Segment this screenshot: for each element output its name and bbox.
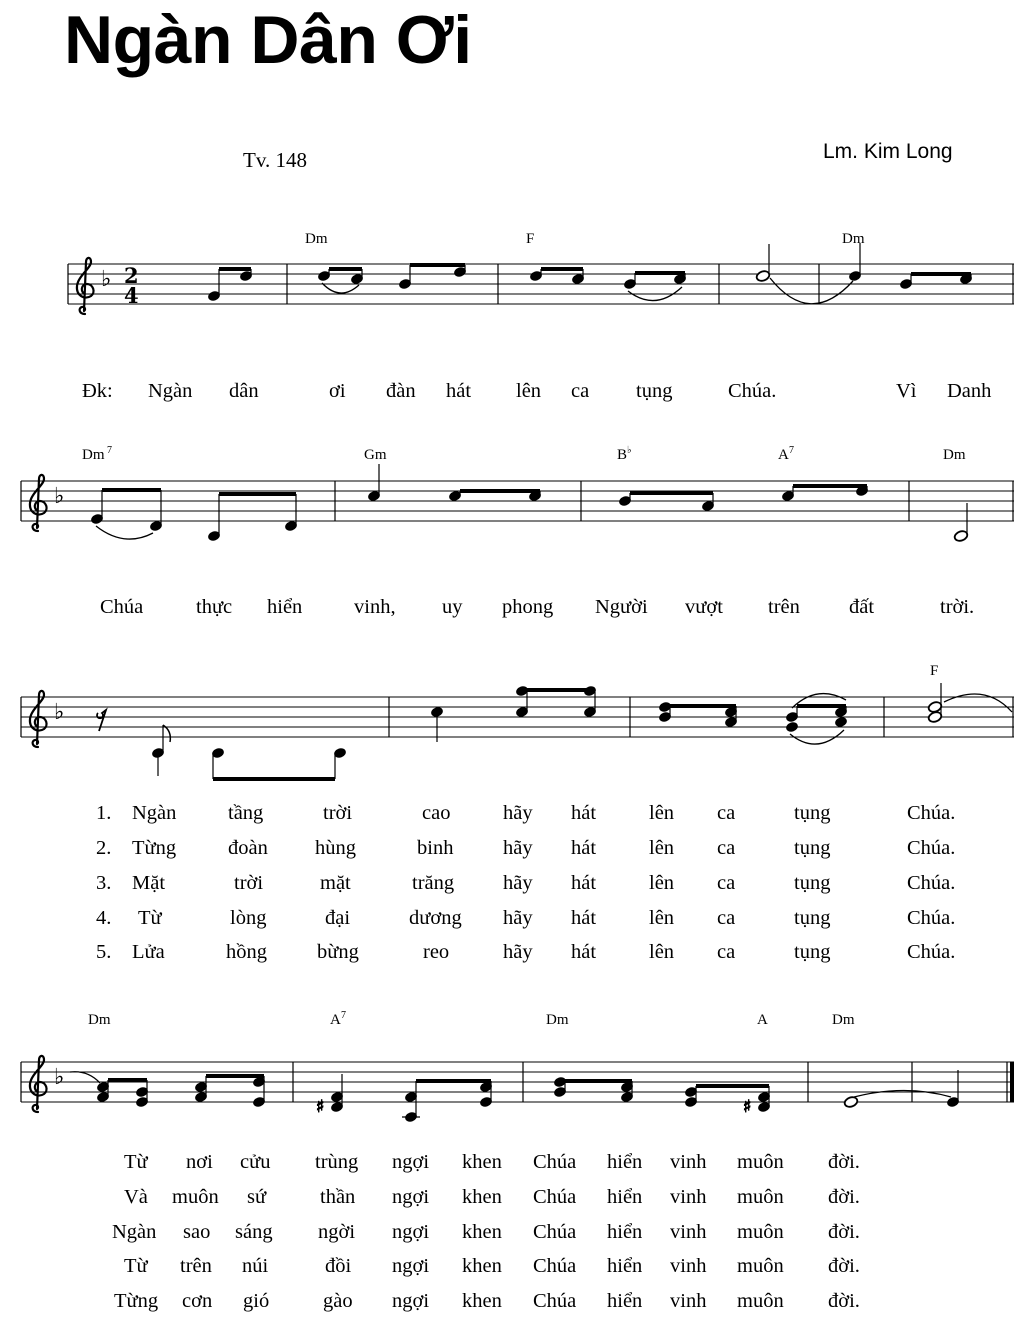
song-title: Ngàn Dân Ơi — [64, 2, 472, 78]
sharp-icon: ♯ — [743, 1097, 752, 1117]
lyric-word: đoàn — [228, 837, 268, 859]
lyric-word: ca — [717, 837, 736, 859]
lyric-word: Lửa — [132, 941, 165, 963]
notes — [90, 464, 968, 542]
lyric-word: lên — [649, 941, 675, 963]
lyric-word: trời — [323, 802, 353, 824]
lyric-word: phong — [502, 596, 554, 618]
lyric-word: Chúa. — [907, 802, 956, 824]
lyric-word: trăng — [412, 872, 455, 894]
chord-mark: ♭ — [627, 445, 632, 456]
time-signature-bottom: 4 — [124, 283, 139, 308]
chord-mark: 7 — [341, 1010, 346, 1021]
lyric-word: bừng — [317, 941, 359, 963]
lyric-word: trên — [180, 1255, 212, 1277]
treble-clef-icon — [30, 475, 47, 531]
lyric-word: muôn — [737, 1151, 784, 1173]
lyric-word: hiển — [607, 1151, 643, 1173]
lyric-word: ngợi — [392, 1221, 430, 1243]
verse-number: 1. — [96, 802, 112, 824]
lyric-word: Từng — [114, 1290, 159, 1312]
lyric-word: Chúa — [533, 1290, 577, 1312]
lyric-word: đời. — [828, 1151, 860, 1173]
lyric-word: reo — [423, 941, 450, 963]
verse-line — [114, 1290, 860, 1312]
lyric-word: ca — [717, 907, 736, 929]
lyric-word: trùng — [315, 1151, 359, 1173]
lyric-word: hãy — [503, 872, 533, 894]
verse-number: 3. — [96, 872, 112, 894]
verse-number: 4. — [96, 907, 112, 929]
lyric-word: vinh — [670, 1151, 707, 1173]
lyric-word: đời. — [828, 1221, 860, 1243]
verse-line — [112, 1221, 860, 1243]
lyric-word: ca — [717, 802, 736, 824]
chord-symbol: Dm — [546, 1012, 569, 1028]
lyric-word: hãy — [503, 907, 533, 929]
lyric-word: binh — [417, 837, 454, 859]
lyric-word: đại — [325, 907, 351, 929]
lyric-word: Từng — [132, 837, 177, 859]
lyric-word: Ngàn — [132, 802, 177, 824]
lyric-word: lên — [649, 872, 675, 894]
lyric-word: thần — [320, 1186, 356, 1208]
lyric-word: khen — [462, 1151, 502, 1173]
system-4 — [21, 1056, 1014, 1123]
lyric-word: hiển — [607, 1221, 643, 1243]
lyric-word: hãy — [503, 941, 533, 963]
lyric-word: khen — [462, 1290, 502, 1312]
chord-symbol: Dm — [832, 1012, 855, 1028]
lyric-word: lên — [649, 802, 675, 824]
lyric-word: tụng — [636, 380, 673, 402]
chord-symbol: Dm — [842, 231, 865, 247]
lyric-word: ngợi — [392, 1186, 430, 1208]
lyric-word: Và — [124, 1186, 148, 1208]
treble-clef-icon — [77, 258, 94, 314]
lyric-word: hãy — [503, 837, 533, 859]
lyric-word: ngời — [318, 1221, 356, 1243]
lyric-word: ngợi — [392, 1255, 430, 1277]
lyric-word: đời. — [828, 1255, 860, 1277]
lyric-word: cao — [422, 802, 451, 824]
lyric-word: gió — [243, 1290, 270, 1312]
lyric-word: sao — [183, 1221, 211, 1243]
chord-symbol: B — [617, 447, 628, 463]
lyric-word: hiển — [607, 1255, 643, 1277]
lyric-word: khen — [462, 1186, 502, 1208]
lyric-word: ơi — [329, 380, 346, 402]
lyric-word: khen — [462, 1255, 502, 1277]
lyric-word: Chúa. — [907, 837, 956, 859]
lyric-word: hát — [571, 802, 597, 824]
verse-line — [124, 1186, 860, 1208]
lyrics-refrain-line-1 — [82, 380, 991, 402]
slurs-ties — [96, 526, 153, 539]
lyric-word: gào — [323, 1290, 353, 1312]
lyric-word: tụng — [794, 802, 831, 824]
lyric-word: Ngàn — [112, 1221, 157, 1243]
verse-number: 5. — [96, 941, 112, 963]
lyric-word: lên — [516, 380, 542, 402]
chord-symbol: Dm — [305, 231, 328, 247]
chord-mark: 7 — [107, 445, 112, 456]
lyrics-verses-b — [112, 1151, 860, 1312]
chord-symbol: F — [930, 663, 939, 679]
lyric-word: sứ — [247, 1186, 267, 1208]
lyric-word: khen — [462, 1221, 502, 1243]
chord-mark: 7 — [789, 445, 794, 456]
lyric-word: vượt — [685, 596, 723, 618]
chord-symbol: Dm — [943, 447, 966, 463]
lyric-word: ngợi — [392, 1290, 430, 1312]
lyric-word: Vì — [896, 380, 917, 402]
final-barline — [1010, 1062, 1014, 1102]
lyric-word: Từ — [124, 1255, 148, 1277]
verse-line — [96, 941, 955, 963]
lyric-word: vinh — [670, 1186, 707, 1208]
composer: Lm. Kim Long — [823, 140, 953, 163]
lyric-word: Ngàn — [148, 380, 193, 402]
lyric-word: hát — [571, 941, 597, 963]
lyric-word: vinh — [670, 1255, 707, 1277]
lyric-word: trời. — [940, 596, 975, 618]
lyric-word: hùng — [315, 837, 356, 859]
treble-clef-icon — [30, 691, 47, 747]
key-signature-flat: ♭ — [54, 700, 65, 725]
lyric-word: Chúa. — [907, 872, 956, 894]
staff-lines — [21, 697, 1014, 737]
lyric-word: hiển — [267, 596, 303, 618]
lyric-word: Chúa — [533, 1221, 577, 1243]
lyric-word: ca — [571, 380, 590, 402]
lyric-word: Danh — [947, 380, 992, 402]
lyric-word: hiển — [607, 1290, 643, 1312]
lyric-word: lên — [649, 837, 675, 859]
lyric-word: đời. — [828, 1186, 860, 1208]
lyric-word: hồng — [226, 941, 267, 963]
verse-line — [96, 872, 955, 894]
lyric-word: tầng — [228, 802, 264, 824]
verse-number: 2. — [96, 837, 112, 859]
lyric-word: hát — [446, 380, 472, 402]
lyric-word: vinh — [670, 1221, 707, 1243]
lyric-word: muôn — [737, 1290, 784, 1312]
chord-symbol: A — [330, 1012, 341, 1028]
lyric-word: muôn — [172, 1186, 219, 1208]
chord-symbol: Gm — [364, 447, 387, 463]
lyric-word: lên — [649, 907, 675, 929]
lyric-word: hát — [571, 837, 597, 859]
key-signature-flat: ♭ — [54, 1065, 65, 1090]
verse-line — [96, 837, 955, 859]
lyric-word: Chúa — [533, 1186, 577, 1208]
lyric-word: tụng — [794, 837, 831, 859]
lyric-word: Chúa — [100, 596, 144, 618]
verse-line — [96, 802, 955, 824]
notes — [207, 243, 972, 302]
verse-line — [124, 1255, 860, 1277]
lyric-word: Người — [595, 596, 648, 618]
lyric-word: muôn — [737, 1186, 784, 1208]
psalm-reference: Tv. 148 — [243, 148, 307, 172]
lyric-word: đời. — [828, 1290, 860, 1312]
lyric-word: dương — [409, 907, 462, 929]
lyric-word: thực — [196, 596, 233, 618]
lyric-word: Mặt — [132, 872, 166, 894]
system-1 — [68, 243, 1014, 314]
lyric-word: Chúa. — [728, 380, 777, 402]
lyric-word: dân — [229, 380, 259, 402]
lyric-word: uy — [442, 596, 463, 618]
lyric-word: Từ — [124, 1151, 148, 1173]
lyric-word: tụng — [794, 941, 831, 963]
verse-line — [96, 907, 955, 929]
chord-symbol: Dm — [82, 447, 105, 463]
lyric-word: hiển — [607, 1186, 643, 1208]
sharp-icon: ♯ — [316, 1097, 325, 1117]
lyric-word: vinh, — [354, 596, 396, 618]
lyric-word: hát — [571, 872, 597, 894]
chord-symbol: A — [757, 1012, 768, 1028]
lyric-word: tụng — [794, 907, 831, 929]
lyric-word: trời — [234, 872, 264, 894]
lyric-word: tụng — [794, 872, 831, 894]
staff-lines — [21, 1062, 1014, 1102]
key-signature-flat: ♭ — [54, 484, 65, 509]
system-2 — [21, 464, 1014, 542]
chord-symbol: F — [526, 231, 535, 247]
lyric-word: muôn — [737, 1255, 784, 1277]
system-3 — [21, 683, 1014, 779]
key-signature-flat: ♭ — [101, 267, 112, 292]
notes — [96, 1070, 959, 1123]
lyric-word: ca — [717, 872, 736, 894]
treble-clef-icon — [30, 1056, 47, 1112]
lyric-word: Chúa — [533, 1255, 577, 1277]
lyric-word: đất — [849, 596, 875, 618]
chord-symbol: A — [778, 447, 789, 463]
lyric-word: Chúa. — [907, 941, 956, 963]
eighth-rest-icon — [97, 710, 106, 731]
lyric-word: núi — [242, 1255, 269, 1277]
lyric-word: cửu — [240, 1151, 271, 1173]
lyric-word: lòng — [230, 907, 267, 929]
lyric-word: ca — [717, 941, 736, 963]
chord-symbol: Dm — [88, 1012, 111, 1028]
lyric-word: đồi — [325, 1255, 352, 1277]
lyric-word: muôn — [737, 1221, 784, 1243]
lyric-word: Đk: — [82, 380, 113, 402]
lyric-word: sáng — [235, 1221, 273, 1243]
lyric-word: trên — [768, 596, 800, 618]
lyric-word: mặt — [320, 872, 351, 894]
lyric-word: đàn — [386, 380, 416, 402]
lyrics-verses-a — [96, 802, 955, 963]
lyric-word: hãy — [503, 802, 533, 824]
lyrics-refrain-line-2 — [100, 596, 974, 618]
lyric-word: Chúa. — [907, 907, 956, 929]
lyric-word: Từ — [138, 907, 162, 929]
time-signature-top: 2 — [124, 263, 139, 288]
verse-line — [124, 1151, 860, 1173]
lyric-word: nơi — [186, 1151, 213, 1173]
lyric-word: vinh — [670, 1290, 707, 1312]
lyric-word: hát — [571, 907, 597, 929]
lyric-word: cơn — [182, 1290, 213, 1312]
lyric-word: Chúa — [533, 1151, 577, 1173]
lyric-word: ngợi — [392, 1151, 430, 1173]
